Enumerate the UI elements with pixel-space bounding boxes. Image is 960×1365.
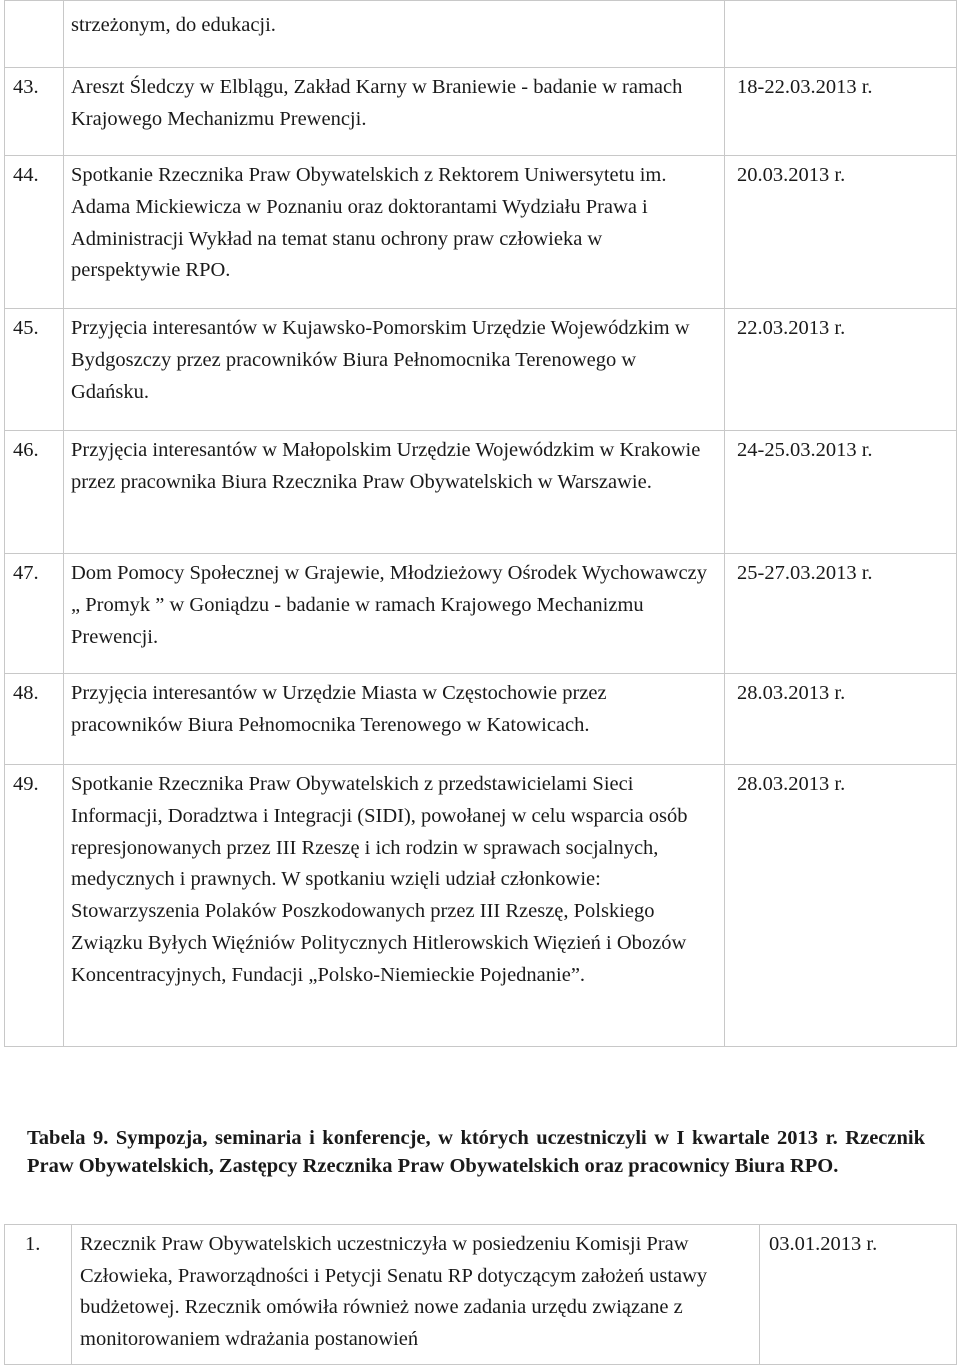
- activities-table: [4, 0, 956, 1047]
- row-description: Rzecznik Praw Obywatelskich uczestniczyła w posiedzeniu Komisji Praw Człowieka, Praworządności i Petycji Senatu RP dotyczącym założeń ustawy budżetowej. Rzecznik omówiła również nowe zadania urzędu związane z monitorowaniem wdrażania postanowień: [72, 1225, 760, 1365]
- row-description: Spotkanie Rzecznika Praw Obywatelskich z Rektorem Uniwersytetu im. Adama Mickiewicza w Poznaniu oraz doktorantami Wydziału Prawa i Administracji Wykład na temat stanu ochrony praw człowieka w perspektywie RPO.: [64, 156, 725, 309]
- row-description: Spotkanie Rzecznika Praw Obywatelskich z przedstawicielami Sieci Informacji, Doradztwa i Integracji (SIDI), powołanej w celu wsparcia osób represjonowanych przez III Rzeszę i ich rodzin w sprawach socjalnych, medycznych i prawnych. W spotkaniu wzięli udział członkowie: Stowarzyszenia Polaków Poszkodowanych przez III Rzeszę, Polskiego Związku Byłych Więźniów Politycznych Hitlerowskich Więzień i Obozów Koncentracyjnych, Fundacji „Polsko-Niemieckie Pojednanie”.: [64, 765, 725, 1047]
- row-number: 1.: [5, 1225, 72, 1365]
- table-row: [5, 765, 957, 1047]
- symposia-table: [4, 1224, 956, 1365]
- table-row: [5, 431, 957, 554]
- row-number: 48.: [5, 674, 64, 765]
- row-date: [725, 1, 957, 68]
- row-description: Areszt Śledczy w Elblągu, Zakład Karny w Braniewie - badanie w ramach Krajowego Mechanizmu Prewencji.: [64, 68, 725, 156]
- row-date: 18-22.03.2013 r.: [725, 68, 957, 156]
- table-row: [5, 1225, 957, 1365]
- table-row: [5, 309, 957, 431]
- table-caption: Tabela 9. Sympozja, seminaria i konferencje, w których uczestniczyli w I kwartale 2013 r. Rzecznik Praw Obywatelskich, Zastępcy Rzecznika Praw Obywatelskich oraz pracownicy Biura RPO.: [27, 1127, 925, 1177]
- row-description: Przyjęcia interesantów w Urzędzie Miasta w Częstochowie przez pracowników Biura Pełnomocnika Terenowego w Katowicach.: [64, 674, 725, 765]
- row-date: 20.03.2013 r.: [725, 156, 957, 309]
- row-description: Przyjęcia interesantów w Kujawsko-Pomorskim Urzędzie Wojewódzkim w Bydgoszczy przez pracowników Biura Pełnomocnika Terenowego w Gdańsku.: [64, 309, 725, 431]
- row-number: 43.: [5, 68, 64, 156]
- row-number: 49.: [5, 765, 64, 1047]
- table-row: [5, 1, 957, 68]
- row-date: 24-25.03.2013 r.: [725, 431, 957, 554]
- row-number: 45.: [5, 309, 64, 431]
- table-row: [5, 554, 957, 674]
- row-date: 25-27.03.2013 r.: [725, 554, 957, 674]
- row-date: 22.03.2013 r.: [725, 309, 957, 431]
- row-date: 28.03.2013 r.: [725, 765, 957, 1047]
- row-description: strzeżonym, do edukacji.: [64, 1, 725, 68]
- row-date: 03.01.2013 r.: [760, 1225, 957, 1365]
- row-number: 46.: [5, 431, 64, 554]
- row-number: 47.: [5, 554, 64, 674]
- row-description: Przyjęcia interesantów w Małopolskim Urzędzie Wojewódzkim w Krakowie przez pracownika Biura Rzecznika Praw Obywatelskich w Warszawie.: [64, 431, 725, 554]
- row-number: [5, 1, 64, 68]
- row-date: 28.03.2013 r.: [725, 674, 957, 765]
- table-row: [5, 68, 957, 156]
- row-description: Dom Pomocy Społecznej w Grajewie, Młodzieżowy Ośrodek Wychowawczy „ Promyk ” w Goniądzu - badanie w ramach Krajowego Mechanizmu Prewencji.: [64, 554, 725, 674]
- table-row: [5, 156, 957, 309]
- table-row: [5, 674, 957, 765]
- row-number: 44.: [5, 156, 64, 309]
